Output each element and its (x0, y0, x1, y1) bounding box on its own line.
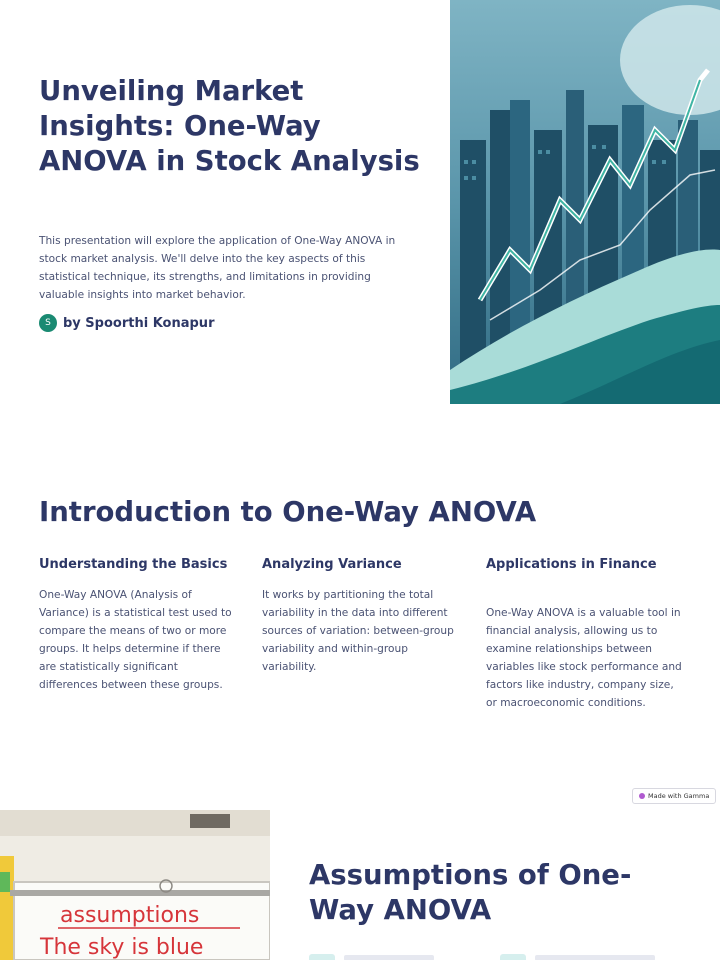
author-avatar: S (39, 314, 57, 332)
column-body: One-Way ANOVA is a valuable tool in financial analysis, allowing us to examine relationships between variables like stock performance and factors like industry, company size, or macroeconomic conditions. (486, 607, 682, 709)
column-analyzing-variance (262, 556, 462, 676)
whiteboard-photo (0, 810, 270, 960)
whiteboard-text-assumptions: assumptions (60, 903, 200, 928)
column-understanding-basics (39, 556, 239, 694)
author-line (39, 314, 214, 332)
faded-text (535, 955, 655, 960)
author-name: by Spoorthi Konapur (63, 315, 215, 331)
icon-tile (500, 954, 526, 960)
city-skyline-chart-illustration (450, 0, 720, 404)
column-heading: Applications in Finance (486, 557, 657, 572)
column-heading: Analyzing Variance (262, 557, 402, 572)
hero-stock-chart-image (450, 0, 720, 404)
faded-text (344, 955, 434, 960)
presentation-description: This presentation will explore the application of One-Way ANOVA in stock market analysis. We'll delve into the key aspects of this statistical technique, its strengths, and limitations in providing valuable insights into market behavior. (39, 235, 396, 301)
presentation-title: Unveiling Market Insights: One-Way ANOVA in Stock Analysis (39, 75, 420, 177)
column-heading: Understanding the Basics (39, 557, 228, 572)
icon-tile (309, 954, 335, 960)
column-body: One-Way ANOVA (Analysis of Variance) is a statistical test used to compare the means of two or more groups. It helps determine if there are statistically significant differences between these groups. (39, 589, 232, 691)
slide-title (0, 0, 720, 404)
whiteboard-illustration (0, 810, 270, 960)
column-body: It works by partitioning the total variability in the data into different sources of variation: between-group variability and within-group variability. (262, 589, 454, 673)
made-with-gamma-badge[interactable] (632, 788, 716, 804)
section-title: Introduction to One-Way ANOVA (39, 496, 537, 528)
column-applications-finance (486, 556, 686, 712)
whiteboard-text-sky: The sky is blue (40, 935, 204, 960)
gamma-logo-icon (639, 793, 645, 799)
assumptions-title: Assumptions of One-Way ANOVA (309, 859, 632, 926)
badge-label: Made with Gamma (648, 792, 710, 800)
